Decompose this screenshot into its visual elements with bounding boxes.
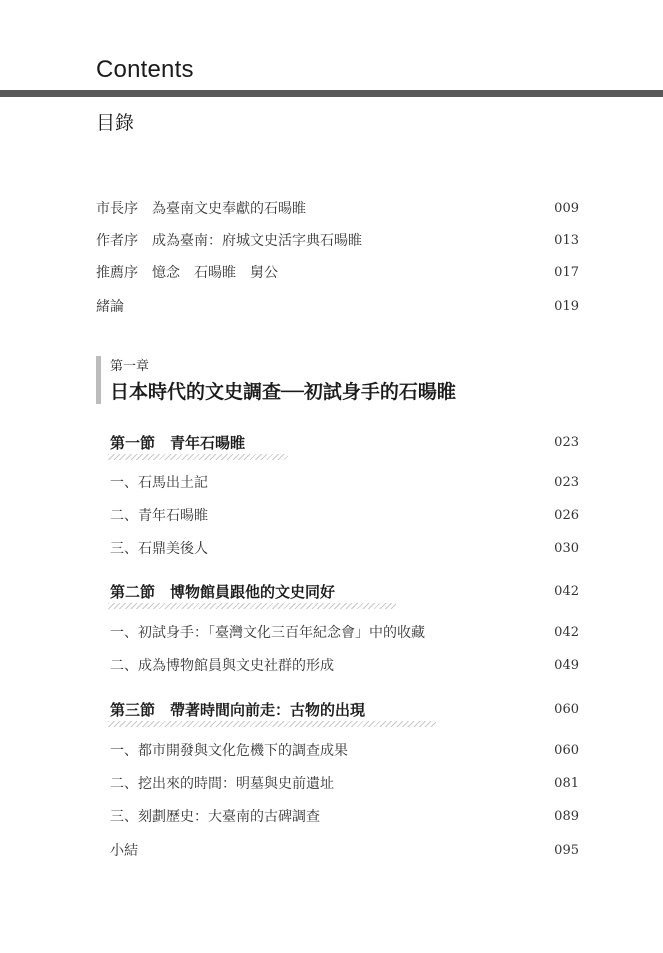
toc-entry-label: 二、成為博物館員與文史社群的形成 xyxy=(110,658,334,674)
toc-section-2[interactable] xyxy=(0,580,663,604)
chapter-title[interactable]: 日本時代的文史調查──初試身手的石暘睢 xyxy=(110,381,456,403)
toc-entry-label: 一、都市開發與文化危機下的調查成果 xyxy=(110,743,348,759)
toc-entry[interactable] xyxy=(0,621,663,645)
toc-entry-page: 026 xyxy=(554,508,579,523)
contents-heading: Contents xyxy=(96,56,194,83)
section-title: 第二節 博物館員跟他的文史同好 xyxy=(110,583,336,601)
toc-entry[interactable] xyxy=(0,772,663,796)
toc-entry-label: 作者序 成為臺南：府城文史活字典石暘睢 xyxy=(96,233,362,249)
toc-entry-page: 030 xyxy=(554,541,579,556)
toc-entry-page: 060 xyxy=(554,702,579,717)
toc-entry-page: 017 xyxy=(554,265,579,280)
toc-entry-page: 042 xyxy=(554,584,579,599)
section-underline xyxy=(108,454,288,460)
toc-entry-label: 二、挖出來的時間：明墓與史前遺址 xyxy=(110,776,334,792)
toc-entry[interactable] xyxy=(0,805,663,829)
toc-entry[interactable] xyxy=(0,537,663,561)
toc-entry-label: 一、石馬出土記 xyxy=(110,475,208,491)
toc-entry-page: 081 xyxy=(554,776,579,791)
chapter-label: 第一章 xyxy=(110,359,150,374)
toc-entry-page: 009 xyxy=(554,201,579,216)
toc-entry-label: 推薦序 憶念 石暘睢 舅公 xyxy=(96,265,278,281)
section-title: 第一節 青年石暘睢 xyxy=(110,434,246,452)
toc-entry-page: 042 xyxy=(554,625,579,640)
toc-entry-introduction[interactable] xyxy=(0,295,663,319)
toc-entry-label: 三、刻劃歷史：大臺南的古碑調查 xyxy=(110,809,320,825)
toc-entry[interactable] xyxy=(0,654,663,678)
toc-entry-page: 095 xyxy=(554,843,579,858)
toc-entry-recommendation[interactable] xyxy=(0,261,663,285)
toc-entry-page: 019 xyxy=(554,299,579,314)
toc-entry-label: 三、石鼎美後人 xyxy=(110,541,208,557)
toc-entry-page: 013 xyxy=(554,233,579,248)
section-title: 第三節 帶著時間向前走：古物的出現 xyxy=(110,701,366,719)
toc-entry-label: 市長序 為臺南文史奉獻的石暘睢 xyxy=(96,201,306,217)
toc-entry-label: 二、青年石暘睢 xyxy=(110,508,208,524)
toc-entry-label: 緒論 xyxy=(96,299,124,315)
toc-entry-page: 023 xyxy=(554,435,579,450)
toc-entry-author-preface[interactable] xyxy=(0,229,663,253)
toc-section-3[interactable] xyxy=(0,698,663,722)
toc-entry-page: 089 xyxy=(554,809,579,824)
toc-entry-page: 023 xyxy=(554,475,579,490)
toc-entry-mayor-preface[interactable] xyxy=(0,197,663,221)
chapter-marker-bar xyxy=(96,356,101,404)
toc-entry[interactable] xyxy=(0,471,663,495)
toc-entry-page: 049 xyxy=(554,658,579,673)
toc-entry[interactable] xyxy=(0,504,663,528)
contents-heading-zh: 目錄 xyxy=(96,112,135,134)
toc-entry-page: 060 xyxy=(554,743,579,758)
toc-section-1[interactable] xyxy=(0,431,663,455)
section-underline xyxy=(108,721,436,727)
toc-entry[interactable] xyxy=(0,739,663,763)
toc-entry-label: 一、初試身手：「臺灣文化三百年紀念會」中的收藏 xyxy=(110,625,425,641)
toc-entry-summary[interactable] xyxy=(0,839,663,863)
header-rule xyxy=(0,90,663,97)
toc-entry-label: 小結 xyxy=(110,843,138,859)
section-underline xyxy=(108,603,396,609)
